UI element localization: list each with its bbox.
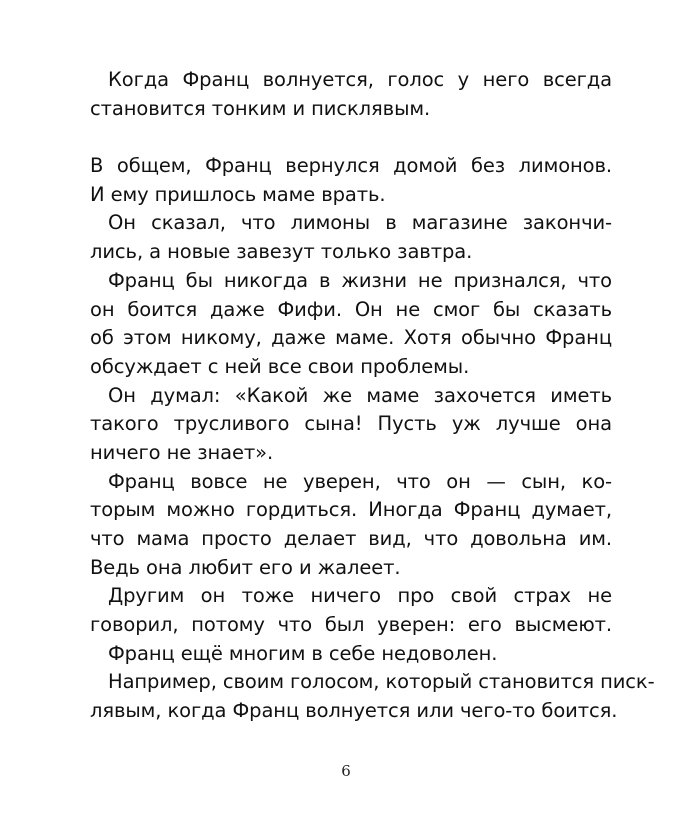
text-line: Например, своим голосом, который становится писк- [108,670,655,694]
text-line: В общем, Франц вернулся домой без лимонов. [90,154,612,178]
text-line: торым можно гордиться. Иногда Франц думает, [90,498,612,522]
text-line: он боится даже Фифи. Он не смог бы сказать [90,297,612,321]
text-line: Ведь она любит его и жалеет. [90,555,401,579]
text-line: об этом никому, даже маме. Хотя обычно Франц [90,326,612,350]
text-line: Другим он тоже ничего про свой страх не [108,584,612,608]
text-line: Франц вовсе не уверен, что он — сын, ко- [108,469,612,493]
text-line: обсуждает с ней все свои проблемы. [90,354,470,378]
text-line: Франц ещё многим в себе недоволен. [108,641,498,665]
text-line: лявым, когда Франц волнуется или чего-то боится. [90,699,618,723]
text-line: Он сказал, что лимоны в магазине закончи- [108,211,612,235]
text-line: Когда Франц волнуется, голос у него всегда [108,68,612,91]
body-text [90,66,655,726]
text-line: говорил, потому что был уверен: его высмеют. [90,613,612,637]
paragraph-gap [90,123,612,152]
text-line: И ему пришлось маме врать. [90,182,386,206]
text-line: лись, а новые завезут только завтра. [90,240,473,264]
text-line: становится тонким и писклявым. [90,96,431,120]
page-number: 6 [341,762,351,780]
text-line: Франц бы никогда в жизни не признался, что [108,268,612,292]
text-line: Он думал: «Какой же маме захочется иметь [108,383,612,407]
text-line: такого трусливого сына! Пусть уж лучше она [90,412,612,436]
text-line: ничего не знает». [90,440,274,464]
text-line: что мама просто делает вид, что довольна им. [90,527,612,550]
